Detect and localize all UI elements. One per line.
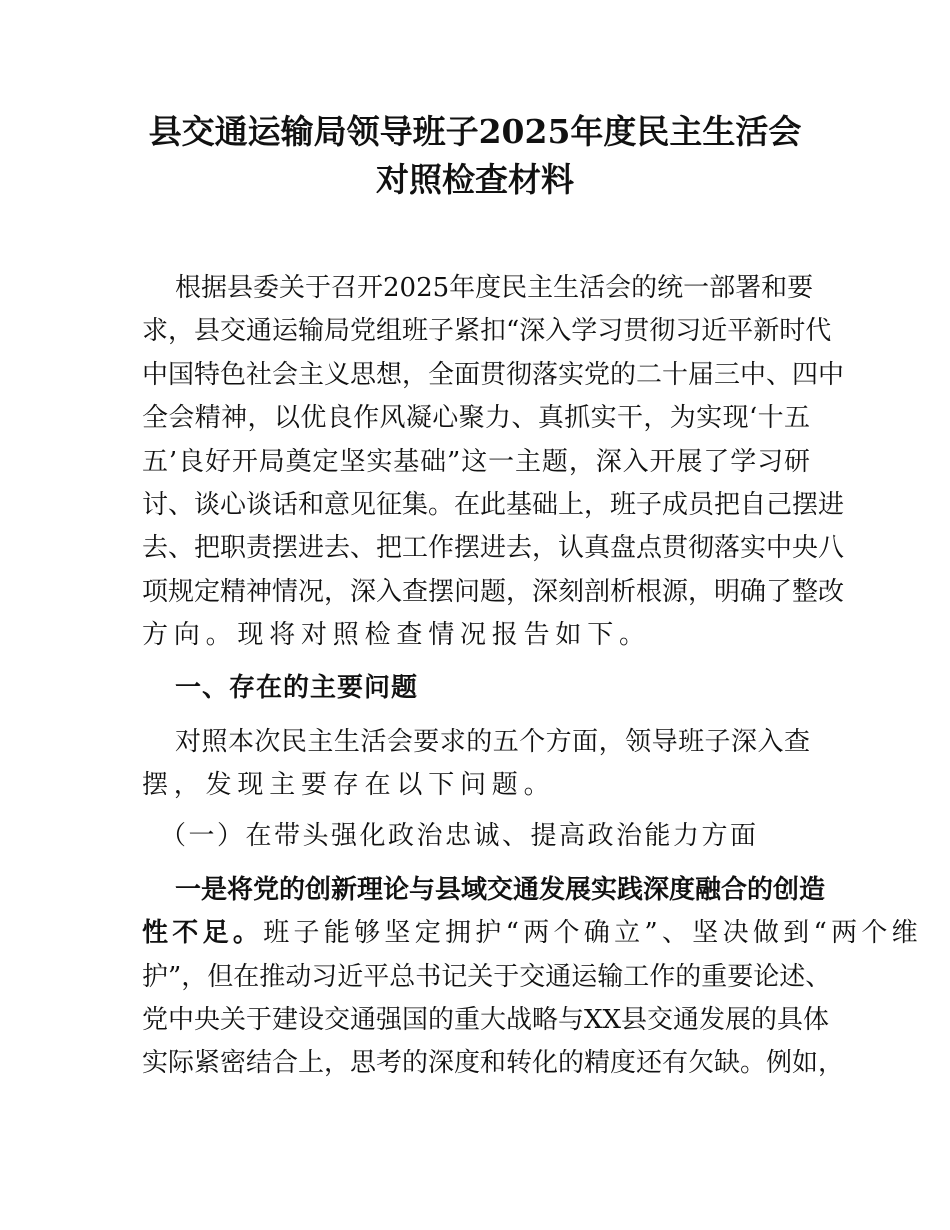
- text-line: 实际紧密结合上，思考的深度和转化的精度还有欠缺。例如，: [142, 1048, 845, 1078]
- document-title-line-1: 县交通运输局领导班子2025年度民主生活会: [148, 112, 802, 151]
- section-heading: 一、存在的主要问题: [175, 673, 419, 703]
- text-line: 根据县委关于召开2025年度民主生活会的统一部署和要: [175, 273, 814, 303]
- text-line: 全会精神，以优良作风凝心聚力、真抓实干，为实现‘十五: [142, 403, 810, 433]
- text-line: 方向。现将对照检查情况报告如下。: [142, 620, 651, 650]
- text-line: 对照本次民主生活会要求的五个方面，领导班子深入查: [175, 727, 810, 757]
- text-line: 求，县交通运输局党组班子紧扣“深入学习贯彻习近平新时代: [142, 316, 832, 346]
- text-line: 去、把职责摆进去、把工作摆进去，认真盘点贯彻落实中央八: [142, 533, 845, 563]
- text-line: 五’良好开局奠定坚实基础”这一主题，深入开展了学习研: [142, 447, 810, 477]
- text-span: 班子能够坚定拥护“两个确立”、坚决做到“两个维: [263, 918, 922, 948]
- text-line: 摆，发现主要存在以下问题。: [142, 770, 556, 800]
- text-line: [142, 915, 922, 951]
- text-line: 项规定精神情况，深入查摆问题，深刻剖析根源，明确了整改: [142, 577, 845, 607]
- bold-lead: 性不足。: [142, 918, 264, 948]
- document-title-line-2: 对照检查材料: [376, 160, 574, 199]
- text-line: 讨、谈心谈话和意见征集。在此基础上，班子成员把自己摆进: [142, 490, 845, 520]
- text-line: 护”，但在推动习近平总书记关于交通运输工作的重要论述、: [142, 962, 832, 992]
- text-line: 党中央关于建设交通强国的重大战略与XX县交通发展的具体: [142, 1005, 830, 1035]
- text-line: 中国特色社会主义思想，全面贯彻落实党的二十届三中、四中: [142, 360, 845, 390]
- subsection-heading: （一）在带头强化政治忠诚、提高政治能力方面: [160, 821, 759, 851]
- text-line-bold: 一是将党的创新理论与县域交通发展实践深度融合的创造: [175, 875, 826, 905]
